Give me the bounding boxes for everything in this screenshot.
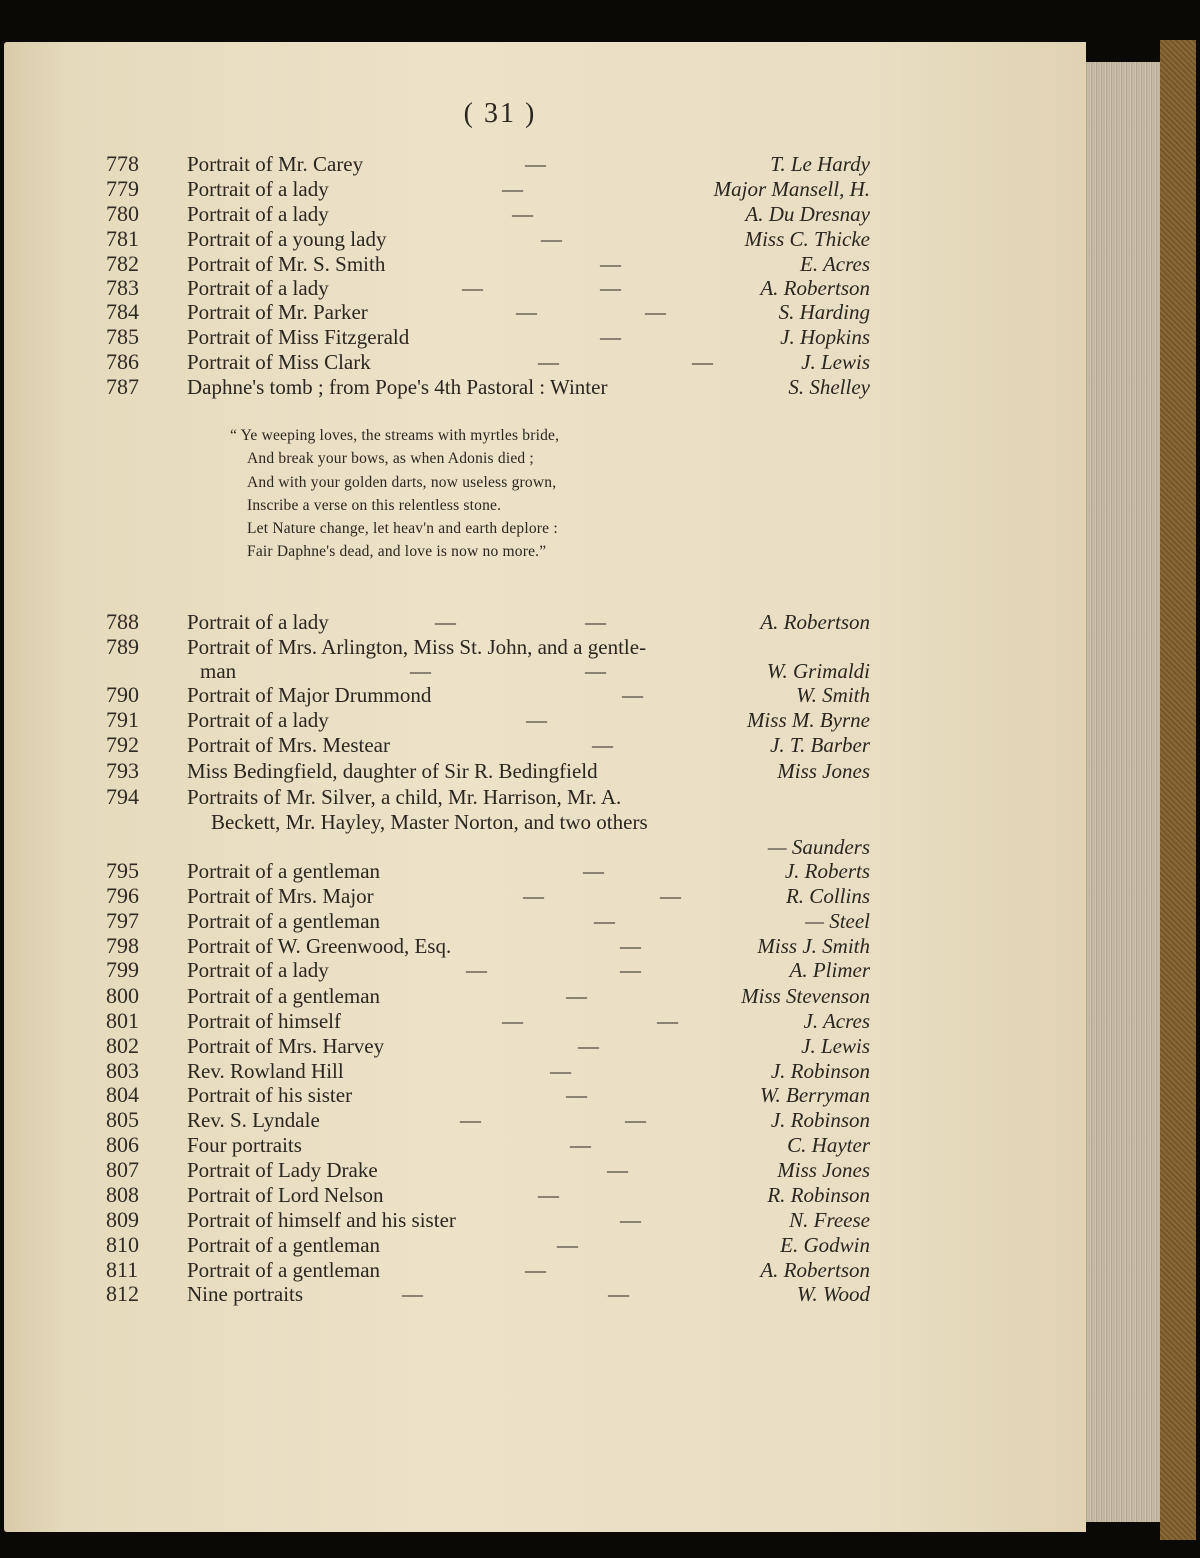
poem-quotation xyxy=(230,424,750,564)
entry-artist: Major Mansell, H. xyxy=(713,177,870,201)
page-number: ( 31 ) xyxy=(463,98,537,129)
dash-separator: — xyxy=(462,276,483,300)
dash-separator: — xyxy=(541,227,562,251)
entry-title: Portrait of Major Drummond xyxy=(187,683,432,707)
catalogue-entry xyxy=(0,983,1200,1009)
entry-title: Portrait of a lady xyxy=(187,958,329,982)
entry-artist: J. T. Barber xyxy=(770,733,870,757)
dash-separator: — xyxy=(657,1009,678,1033)
dash-separator: — xyxy=(645,300,666,324)
entry-number: 810 xyxy=(106,1232,139,1257)
entry-title: Portrait of Miss Clark xyxy=(187,350,371,374)
catalogue-entry xyxy=(0,732,1200,758)
entry-title: Portrait of a gentleman xyxy=(187,1258,381,1282)
entry-title: Four portraits xyxy=(187,1133,302,1157)
entry-artist: J. Hopkins xyxy=(780,325,870,349)
catalogue-entry xyxy=(0,682,1200,708)
entry-title: Portrait of Miss Fitzgerald xyxy=(187,325,410,349)
entry-title: Portrait of himself xyxy=(187,1009,341,1033)
entry-number: 779 xyxy=(106,176,139,201)
entry-number: 803 xyxy=(106,1058,139,1083)
entry-number: 808 xyxy=(106,1182,139,1207)
entry-artist: W. Smith xyxy=(796,683,870,707)
dash-separator: — xyxy=(523,884,544,908)
poem-line: Fair Daphne's dead, and love is now no more.” xyxy=(247,543,547,561)
entry-artist: A. Plimer xyxy=(789,958,870,982)
entry-number: 811 xyxy=(106,1257,139,1282)
entry-artist: S. Shelley xyxy=(788,375,870,399)
entry-title: Portrait of a gentleman xyxy=(187,984,381,1008)
entry-number: 801 xyxy=(106,1008,139,1033)
dash-separator: — xyxy=(557,1233,578,1257)
entry-artist: E. Godwin xyxy=(780,1233,870,1257)
entry-artist: W. Grimaldi xyxy=(766,659,870,683)
entry-title: Rev. S. Lyndale xyxy=(187,1108,320,1132)
entry-title: Portrait of Lord Nelson xyxy=(187,1183,384,1207)
entry-artist: A. Robertson xyxy=(760,276,870,300)
entry-title: Portrait of a gentleman xyxy=(187,1233,381,1257)
catalogue-entry xyxy=(0,226,1200,252)
entry-number: 786 xyxy=(106,349,139,374)
catalogue-entry xyxy=(0,609,1200,635)
entry-title: Portrait of Mrs. Arlington, Miss St. John, and a gentle- xyxy=(187,635,647,659)
entry-number: 800 xyxy=(106,983,139,1008)
entry-title: Portrait of a lady xyxy=(187,177,329,201)
dash-separator: — xyxy=(566,1083,587,1107)
dash-separator: — xyxy=(608,1282,629,1306)
entry-number: 796 xyxy=(106,883,139,908)
entry-artist: R. Collins xyxy=(785,884,870,908)
entry-number: 799 xyxy=(106,957,139,982)
catalogue-entry xyxy=(0,634,1200,660)
dash-separator: — xyxy=(660,884,681,908)
dash-separator: — xyxy=(578,1034,599,1058)
entry-title: Miss Bedingfield, daughter of Sir R. Bedingfield xyxy=(187,759,598,783)
dash-separator: — xyxy=(620,1208,641,1232)
catalogue-entry xyxy=(0,1207,1200,1233)
entry-number: 778 xyxy=(106,151,139,176)
entry-number: 802 xyxy=(106,1033,139,1058)
catalogue-entry xyxy=(0,784,1200,810)
entry-number: 783 xyxy=(106,275,139,300)
entry-number: 795 xyxy=(106,858,139,883)
entry-number: 785 xyxy=(106,324,139,349)
dash-separator: — xyxy=(460,1108,481,1132)
catalogue-entry xyxy=(0,1107,1200,1133)
entry-number: 805 xyxy=(106,1107,139,1132)
dash-separator: — xyxy=(525,152,546,176)
catalogue-entry xyxy=(0,201,1200,227)
dash-separator: — xyxy=(692,350,713,374)
entry-number: 806 xyxy=(106,1132,139,1157)
entry-title: Portrait of Mrs. Harvey xyxy=(187,1034,385,1058)
catalogue-entry xyxy=(0,1132,1200,1158)
dash-separator: — xyxy=(585,610,606,634)
catalogue-entry xyxy=(0,1232,1200,1258)
entry-title: Portrait of Mr. Parker xyxy=(187,300,368,324)
poem-line: Inscribe a verse on this relentless stone. xyxy=(247,496,502,514)
entry-artist: Miss M. Byrne xyxy=(746,708,870,732)
entry-title: Portrait of a lady xyxy=(187,610,329,634)
dash-separator: — xyxy=(502,1009,523,1033)
dash-separator: — xyxy=(600,325,621,349)
entry-title: Portrait of W. Greenwood, Esq. xyxy=(187,934,452,958)
entry-title: Portrait of himself and his sister xyxy=(187,1208,456,1232)
dash-separator: — xyxy=(620,958,641,982)
dash-separator: — xyxy=(625,1108,646,1132)
entry-artist: J. Robinson xyxy=(770,1108,870,1132)
entry-artist: S. Harding xyxy=(778,300,870,324)
entry-title: Portrait of Mrs. Mestear xyxy=(187,733,390,757)
catalogue-entry xyxy=(0,176,1200,202)
catalogue-entry xyxy=(0,251,1200,277)
entry-artist-row xyxy=(0,151,1200,177)
dash-separator: — xyxy=(550,1059,571,1083)
dash-separator: — xyxy=(538,1183,559,1207)
dash-separator: — xyxy=(525,1258,546,1282)
entry-title: Portrait of a lady xyxy=(187,202,329,226)
dash-separator: — xyxy=(402,1282,423,1306)
entry-title: Portrait of Mrs. Major xyxy=(187,884,374,908)
entry-artist: — Steel xyxy=(805,909,870,933)
entry-title: Nine portraits xyxy=(187,1282,304,1306)
poem-line: And with your golden darts, now useless grown, xyxy=(247,473,557,491)
dash-separator: — xyxy=(622,683,643,707)
entry-number: 788 xyxy=(106,609,139,634)
entry-artist: J. Roberts xyxy=(784,859,870,883)
dash-separator: — xyxy=(466,958,487,982)
entry-number: 791 xyxy=(106,707,139,732)
entry-title: Portrait of Lady Drake xyxy=(187,1158,378,1182)
entry-number: 782 xyxy=(106,251,139,276)
entry-artist: — Saunders xyxy=(767,835,870,859)
entry-title: Rev. Rowland Hill xyxy=(187,1059,344,1083)
catalogue-entry-continuation xyxy=(0,658,1200,684)
catalogue-entry xyxy=(0,324,1200,350)
catalogue-entry xyxy=(0,299,1200,325)
entry-number: 781 xyxy=(106,226,139,251)
dash-separator: — xyxy=(600,252,621,276)
catalogue-entry xyxy=(0,957,1200,983)
entry-number: 809 xyxy=(106,1207,139,1232)
entry-title: Daphne's tomb ; from Pope's 4th Pastoral : Winter xyxy=(187,375,608,399)
dash-separator: — xyxy=(516,300,537,324)
entry-artist: T. Le Hardy xyxy=(770,152,870,176)
dash-separator: — xyxy=(410,659,431,683)
entry-artist: R. Robinson xyxy=(767,1183,870,1207)
entry-artist: W. Berryman xyxy=(759,1083,870,1107)
entry-title: Portrait of a gentleman xyxy=(187,859,381,883)
catalogue-entry xyxy=(0,758,1200,784)
entry-artist: N. Freese xyxy=(789,1208,870,1232)
entry-title: Portraits of Mr. Silver, a child, Mr. Harrison, Mr. A. xyxy=(187,785,622,809)
poem-line: And break your bows, as when Adonis died ; xyxy=(247,450,534,468)
catalogue-entry xyxy=(0,374,1200,400)
entry-title: Portrait of a young lady xyxy=(187,227,387,251)
dash-separator: — xyxy=(435,610,456,634)
entry-title: Portrait of Mr. S. Smith xyxy=(187,252,386,276)
catalogue-entry xyxy=(0,1281,1200,1307)
dash-separator: — xyxy=(600,276,621,300)
entry-number: 797 xyxy=(106,908,139,933)
entry-number: 790 xyxy=(106,682,139,707)
catalogue-entry xyxy=(0,908,1200,934)
entry-title: Portrait of a lady xyxy=(187,276,329,300)
dash-separator: — xyxy=(620,934,641,958)
catalogue-entry xyxy=(0,1058,1200,1084)
entry-artist: W. Wood xyxy=(796,1282,870,1306)
entry-artist: Miss C. Thicke xyxy=(744,227,870,251)
dash-separator: — xyxy=(502,177,523,201)
entry-artist: Miss Jones xyxy=(777,759,870,783)
entry-number: 780 xyxy=(106,201,139,226)
dash-separator: — xyxy=(594,909,615,933)
entry-title: Portrait of a lady xyxy=(187,708,329,732)
dash-separator: — xyxy=(592,733,613,757)
catalogue-entry xyxy=(0,275,1200,301)
entry-artist: J. Lewis xyxy=(801,350,870,374)
entry-number: 812 xyxy=(106,1281,139,1306)
entry-title: Portrait of a gentleman xyxy=(187,909,381,933)
entry-number: 804 xyxy=(106,1082,139,1107)
catalogue-entry xyxy=(0,1008,1200,1034)
entry-title-continuation: Beckett, Mr. Hayley, Master Norton, and two others xyxy=(211,810,648,834)
dash-separator: — xyxy=(566,984,587,1008)
entry-artist: Miss Jones xyxy=(777,1158,870,1182)
dash-separator: — xyxy=(570,1133,591,1157)
entry-number: 784 xyxy=(106,299,139,324)
entry-artist: J. Robinson xyxy=(770,1059,870,1083)
poem-line: Let Nature change, let heav'n and earth deplore : xyxy=(247,520,558,538)
catalogue-entry xyxy=(0,858,1200,884)
catalogue-entry xyxy=(0,1033,1200,1059)
catalogue-entry xyxy=(0,1257,1200,1283)
entry-number: 789 xyxy=(106,634,139,659)
entry-number: 798 xyxy=(106,933,139,958)
entry-title: Portrait of Mr. Carey xyxy=(187,152,364,176)
entry-artist: E. Acres xyxy=(800,252,870,276)
entry-number: 792 xyxy=(106,732,139,757)
entry-artist: Miss J. Smith xyxy=(757,934,870,958)
entry-artist: A. Robertson xyxy=(760,610,870,634)
entry-title: Portrait of his sister xyxy=(187,1083,353,1107)
dash-separator: — xyxy=(607,1158,628,1182)
dash-separator: — xyxy=(538,350,559,374)
entry-artist: Miss Stevenson xyxy=(741,984,870,1008)
catalogue-entry-continuation xyxy=(0,809,1200,835)
entry-artist: C. Hayter xyxy=(787,1133,870,1157)
entry-number: 807 xyxy=(106,1157,139,1182)
catalogue-entry xyxy=(0,1182,1200,1208)
dash-separator: — xyxy=(526,708,547,732)
catalogue-entry xyxy=(0,933,1200,959)
entry-artist: A. Du Dresnay xyxy=(745,202,870,226)
entry-artist: A. Robertson xyxy=(760,1258,870,1282)
catalogue-entry xyxy=(0,1157,1200,1183)
catalogue-entry xyxy=(0,349,1200,375)
entry-number: 794 xyxy=(106,784,139,809)
catalogue-entry xyxy=(0,883,1200,909)
dash-separator: — xyxy=(512,202,533,226)
catalogue-entry-continuation xyxy=(0,834,1200,860)
entry-artist: J. Lewis xyxy=(801,1034,870,1058)
entry-artist: J. Acres xyxy=(803,1009,870,1033)
poem-line: “ Ye weeping loves, the streams with myrtles bride, xyxy=(230,427,560,444)
dash-separator: — xyxy=(583,859,604,883)
entry-number: 793 xyxy=(106,758,139,783)
entry-number: 787 xyxy=(106,374,139,399)
catalogue-entry xyxy=(0,707,1200,733)
catalogue-entry xyxy=(0,1082,1200,1108)
entry-title-continuation: man xyxy=(200,659,237,683)
dash-separator: — xyxy=(585,659,606,683)
